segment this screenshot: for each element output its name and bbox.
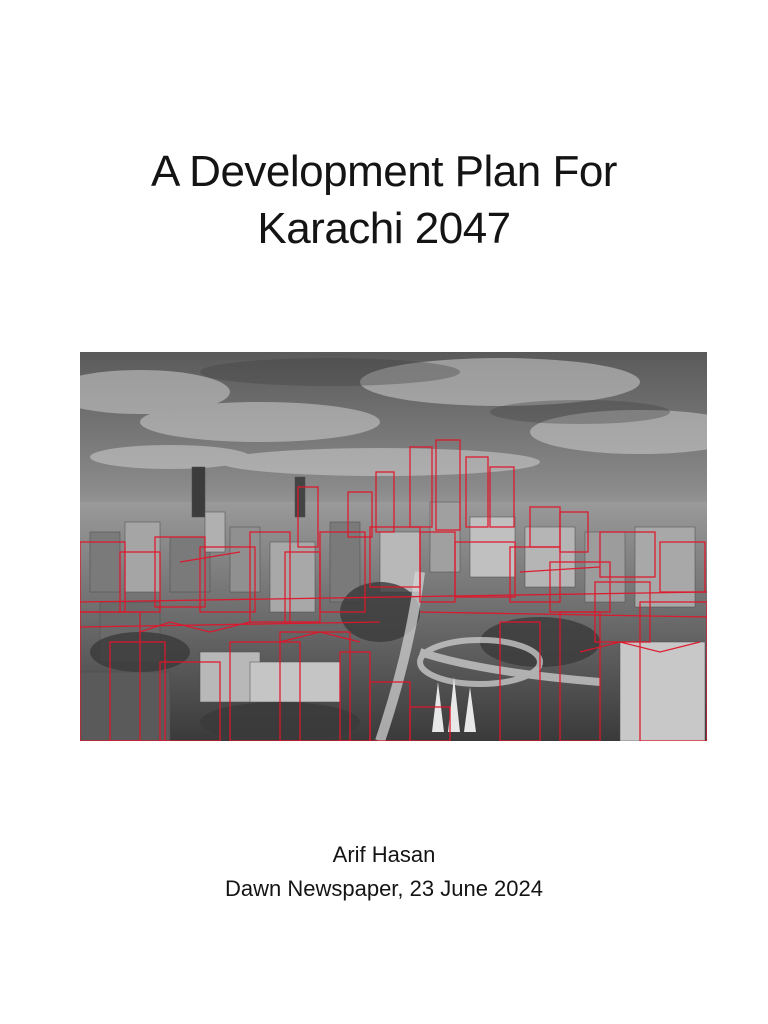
author-name: Arif Hasan <box>332 842 436 867</box>
cover-title-line-1: A Development Plan For <box>151 147 617 196</box>
cover-title-line-2: Karachi 2047 <box>257 204 511 253</box>
publication-source: Dawn Newspaper, 23 June 2024 <box>225 876 543 901</box>
byline <box>0 838 768 906</box>
cover-title <box>0 143 768 257</box>
cover-photo-karachi-skyline <box>80 352 707 741</box>
